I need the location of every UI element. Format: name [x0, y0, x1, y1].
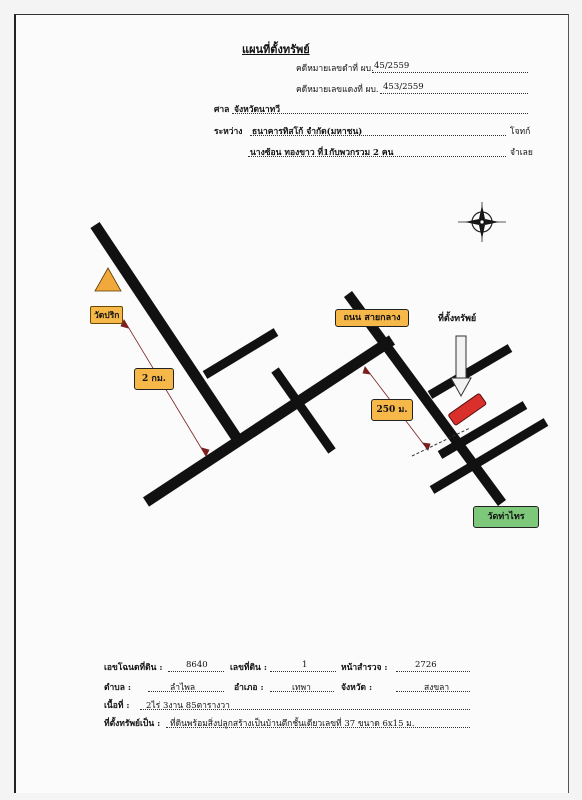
subdistrict-label: ตำบล :: [104, 683, 131, 693]
area-line: [140, 709, 470, 710]
property-type-line: [166, 727, 470, 728]
area-label: เนื้อที่ :: [104, 701, 130, 711]
red-case-number: 453/2559: [383, 82, 424, 92]
property-type-value: ที่ดินพร้อมสิ่งปลูกสร้างเป็นบ้านตึกชั้นเดียวเลขที่ 37 ขนาด 6x15 ม.: [170, 719, 415, 729]
defendant-role: จำเลย: [510, 148, 533, 158]
road-long-diagonal: [95, 225, 238, 440]
black-case-label: คดีหมายเลขดำที่ ผบ.: [296, 64, 374, 74]
property-location-label: ที่ตั้งทรัพย์: [438, 314, 477, 324]
district-value: เทพา: [292, 683, 311, 693]
court-label: ศาล: [214, 105, 230, 115]
distance-250m-label: 250 ม.: [371, 399, 413, 421]
survey-number: 2726: [415, 660, 437, 670]
red-case-label: คดีหมายเลขแดงที่ ผบ.: [296, 85, 379, 95]
down-arrow-icon: [451, 336, 471, 396]
deed-line: [168, 671, 224, 672]
province-label: จังหวัด :: [341, 683, 373, 693]
road-name-label: ถนน สายกลาง: [335, 309, 409, 327]
between-label: ระหว่าง: [214, 127, 243, 137]
road-left-branch: [205, 332, 276, 375]
temple-left-label: วัดปริก: [90, 306, 123, 324]
deed-label: เอขโฉนดที่ดิน :: [104, 663, 163, 673]
province-line: [396, 691, 470, 692]
land-number: 1: [302, 660, 308, 670]
deed-number: 8640: [186, 660, 208, 670]
compass-rose-icon: [458, 202, 506, 242]
black-case-number: 45/2559: [374, 61, 410, 71]
road-right-upper: [430, 348, 510, 395]
land-no-label: เลขที่ดิน :: [230, 663, 267, 673]
province-value: สงขลา: [424, 683, 450, 693]
area-value: 2ไร่ 3งาน 85ตารางวา: [146, 701, 230, 711]
temple-right-label: วัดท่าไทร: [473, 506, 539, 528]
defendant-name: นางซ้อน ทองขาว ที่1กับพวกรวม 2 คน: [250, 148, 394, 158]
survey-line: [396, 671, 470, 672]
plaintiff-role: โจทก์: [510, 127, 531, 137]
page-title: แผนที่ตั้งทรัพย์: [242, 43, 310, 56]
property-marker: [448, 393, 487, 425]
district-line: [270, 691, 334, 692]
court-name: จังหวัดนาทวี: [234, 105, 280, 115]
subdistrict-value: ลำไพล: [170, 683, 196, 693]
survey-label: หน้าสำรวจ :: [341, 663, 388, 673]
subdistrict-line: [148, 691, 224, 692]
distance-2km-label: 2 กม.: [134, 368, 174, 390]
land-no-line: [270, 671, 336, 672]
temple-left-triangle-icon: [95, 268, 121, 291]
plaintiff-name: ธนาคารทิสโก้ จำกัด(มหาชน): [252, 127, 363, 137]
property-type-label: ที่ตั้งทรัพย์เป็น :: [104, 719, 161, 729]
district-label: อำเภอ :: [234, 683, 264, 693]
